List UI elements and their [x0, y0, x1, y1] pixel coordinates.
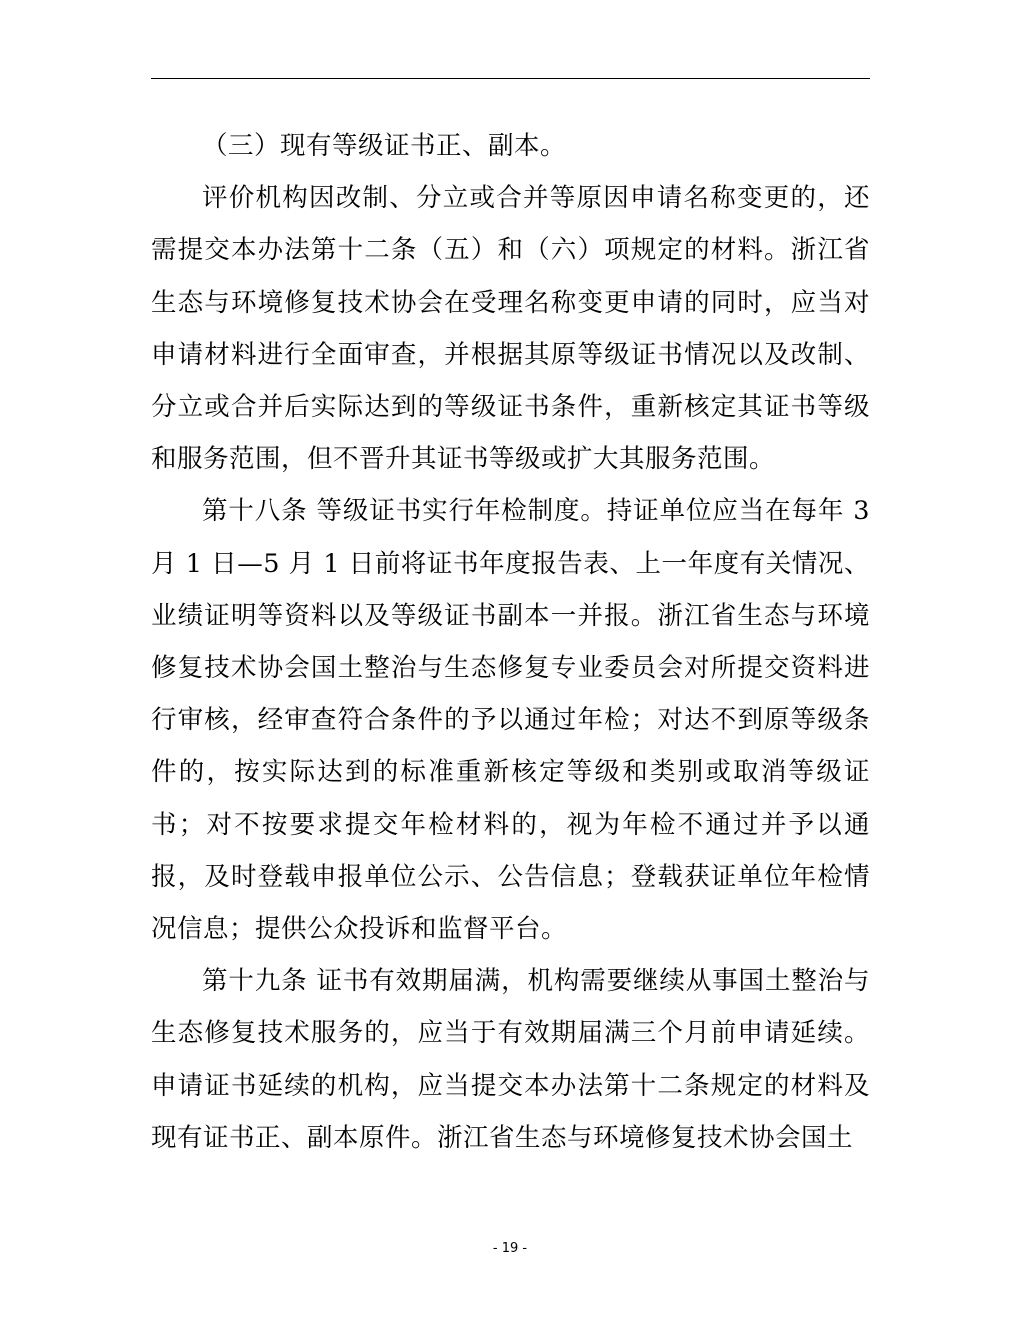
document-body — [151, 120, 870, 1164]
paragraph-article-19: 第十九条 证书有效期届满，机构需要继续从事国土整治与生态修复技术服务的，应当于有效期届满三个月前申请延续。申请证书延续的机构，应当提交本办法第十二条规定的材料及现有证书正、副本原件。浙江省生态与环境修复技术协会国土 — [151, 966, 870, 1153]
header-rule — [151, 78, 870, 79]
paragraph-existing-certificates: （三）现有等级证书正、副本。 — [202, 131, 567, 161]
page-number: - 19 - — [492, 1241, 528, 1256]
paragraph-name-change: 评价机构因改制、分立或合并等原因申请名称变更的，还需提交本办法第十二条（五）和（六）项规定的材料。浙江省生态与环境修复技术协会在受理名称变更申请的同时，应当对申请材料进行全面审查，并根据其原等级证书情况以及改制、分立或合并后实际达到的等级证书条件，重新核定其证书等级和服务范围，但不晋升其证书等级或扩大其服务范围。 — [151, 183, 870, 475]
paragraph-article-18: 第十八条 等级证书实行年检制度。持证单位应当在每年 3 月 1 日—5 月 1 日前将证书年度报告表、上一年度有关情况、业绩证明等资料以及等级证书副本一并报。浙江省生态与环境修复技术协会国土整治与生态修复专业委员会对所提交资料进行审核，经审查符合条件的予以通过年检；对达不到原等级条件的，按实际达到的标准重新核定等级和类别或取消等级证书；对不按要求提交年检材料的，视为年检不通过并予以通报，及时登载申报单位公示、公告信息；登载获证单位年检情况信息；提供公众投诉和监督平台。 — [151, 496, 870, 945]
